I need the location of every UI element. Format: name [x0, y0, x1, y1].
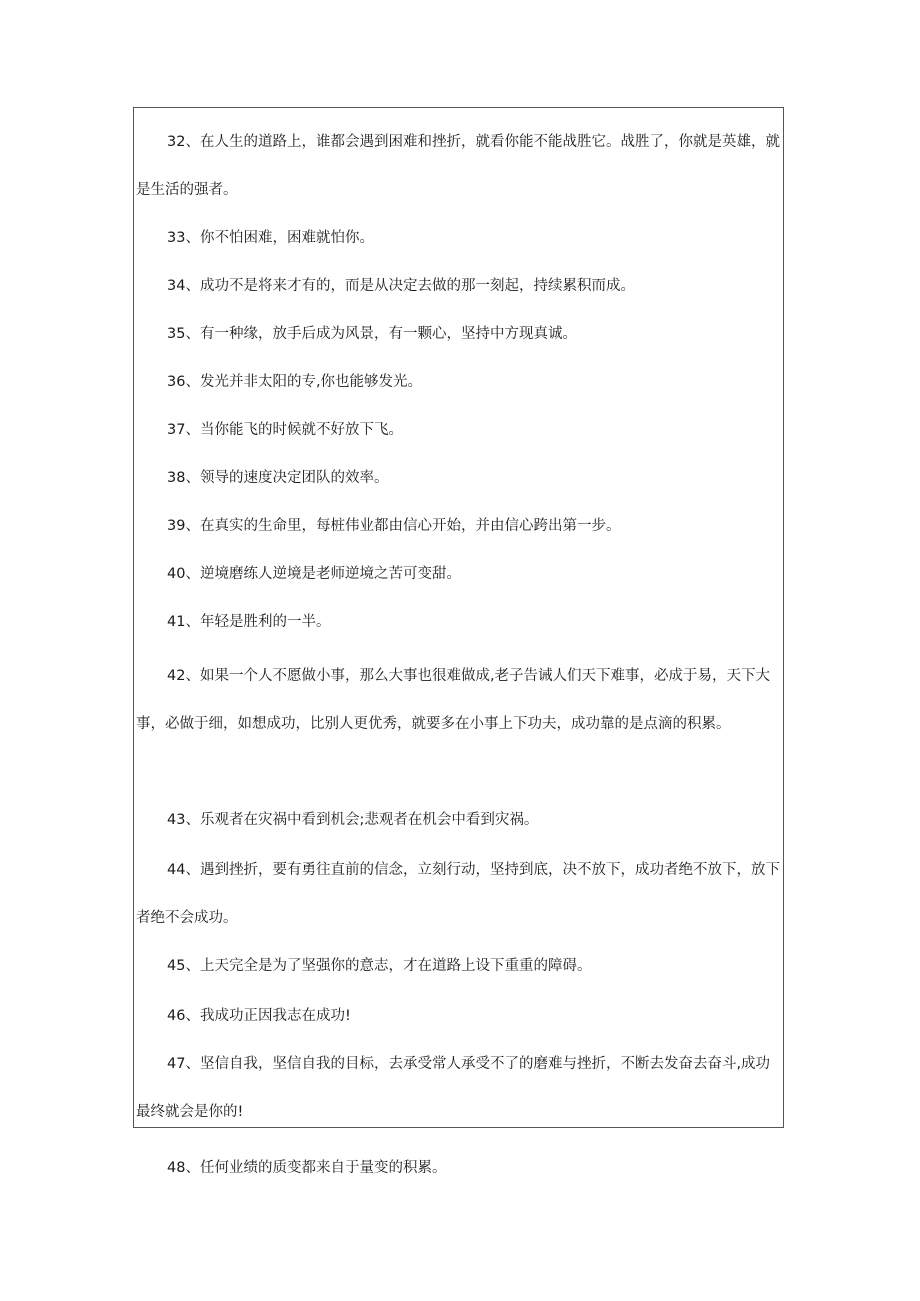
quote-item-46: 46、我成功正因我志在成功! [167, 1008, 351, 1024]
quote-item-35: 35、有一种缘，放手后成为风景，有一颗心，坚持中方现真诚。 [167, 326, 577, 342]
quote-item-38: 38、领导的速度决定团队的效率。 [167, 470, 389, 486]
quote-item-45: 45、上天完全是为了坚强你的意志，才在道路上设下重重的障碍。 [167, 958, 592, 974]
quote-item-42: 42、如果一个人不愿做小事，那么大事也很难做成,老子告诫人们天下难事，必成于易，天下大事，必做于细，如想成功，比别人更优秀，就要多在小事上下功夫，成功靠的是点滴的积累。 [136, 668, 771, 732]
quote-item-47: 47、坚信自我，坚信自我的目标，去承受常人承受不了的磨难与挫折，不断去发奋去奋斗,成功最终就会是你的! [136, 1056, 771, 1120]
quote-item-43: 43、乐观者在灾祸中看到机会;悲观者在机会中看到灾祸。 [167, 812, 539, 828]
quote-item-33: 33、你不怕困难，困难就怕你。 [167, 230, 374, 246]
quote-item-40: 40、逆境磨练人逆境是老师逆境之苦可变甜。 [167, 566, 461, 582]
quote-item-48: 48、任何业绩的质变都来自于量变的积累。 [167, 1160, 447, 1176]
quote-item-36: 36、发光并非太阳的专,你也能够发光。 [167, 374, 423, 390]
quote-item-41: 41、年轻是胜利的一半。 [167, 614, 331, 630]
quote-item-39: 39、在真实的生命里，每桩伟业都由信心开始，并由信心跨出第一步。 [167, 518, 621, 534]
quote-item-34: 34、成功不是将来才有的，而是从决定去做的那一刻起，持续累积而成。 [167, 278, 635, 294]
quote-item-37: 37、当你能飞的时候就不好放下飞。 [167, 422, 403, 438]
quote-item-44: 44、遇到挫折，要有勇往直前的信念，立刻行动，坚持到底，决不放下，成功者绝不放下，放下者绝不会成功。 [136, 862, 780, 926]
quote-item-32: 32、在人生的道路上，谁都会遇到困难和挫折，就看你能不能战胜它。战胜了，你就是英雄，就是生活的强者。 [136, 134, 780, 198]
